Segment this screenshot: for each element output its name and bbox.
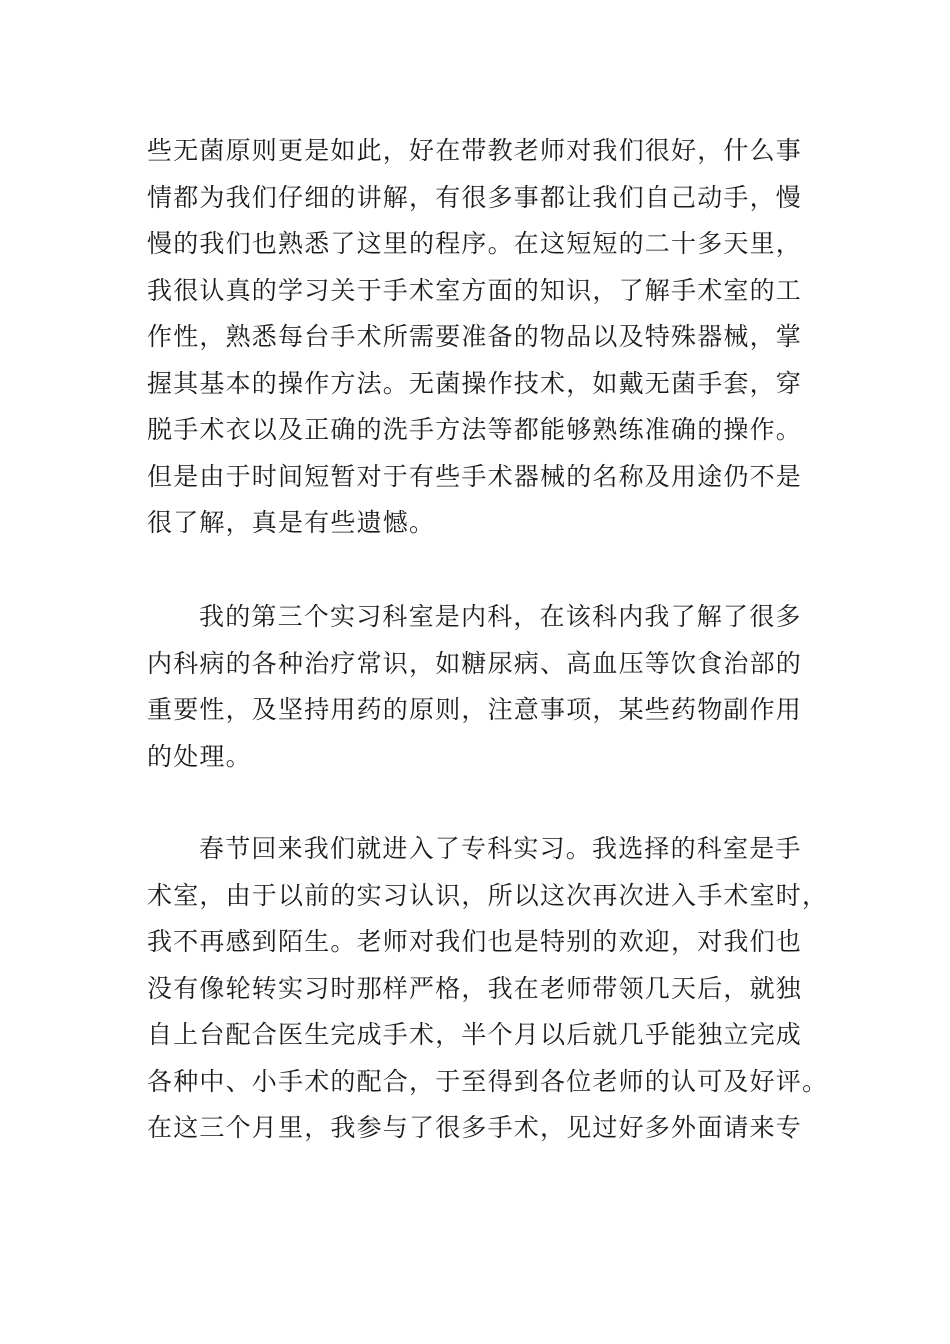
text-line: 自上台配合医生完成手术，半个月以后就几乎能独立完成	[147, 1020, 803, 1049]
text-line: 的处理。	[147, 741, 252, 771]
text-line: 重要性，及坚持用药的原则，注意事项，某些药物副作用	[147, 695, 803, 724]
text-line: 但是由于时间短暂对于有些手术器械的名称及用途仍不是	[147, 461, 803, 491]
paragraph-1	[147, 128, 807, 547]
text-line: 我不再感到陌生。老师对我们也是特别的欢迎，对我们也	[147, 927, 803, 956]
text-line: 春节回来我们就进入了专科实习。我选择的科室是手	[199, 834, 802, 863]
text-line: 各种中、小手术的配合，于至得到各位老师的认可及好评。	[147, 1066, 829, 1096]
text-line: 没有像轮转实习时那样严格，我在老师带领几天后，就独	[147, 973, 803, 1003]
text-line: 内科病的各种治疗常识，如糖尿病、高血压等饮食治部的	[147, 648, 803, 678]
text-line: 作性，熟悉每台手术所需要准备的物品以及特殊器械，掌	[147, 322, 803, 351]
text-line: 些无菌原则更是如此，好在带教老师对我们很好，什么事	[147, 136, 803, 165]
text-line: 我的第三个实习科室是内科，在该科内我了解了很多	[199, 602, 802, 631]
text-line: 情都为我们仔细的讲解，有很多事都让我们自己动手，慢	[147, 182, 803, 212]
text-line: 我很认真的学习关于手术室方面的知识，了解手术室的工	[147, 275, 803, 305]
text-line: 很了解，真是有些遗憾。	[147, 508, 436, 537]
text-line: 在这三个月里，我参与了很多手术，见过好多外面请来专	[147, 1113, 803, 1142]
paragraph-2	[147, 594, 807, 780]
text-line: 术室，由于以前的实习认识，所以这次再次进入手术室时，	[147, 880, 829, 910]
paragraph-3	[147, 826, 829, 1152]
text-line: 脱手术衣以及正确的洗手方法等都能够熟练准确的操作。	[147, 415, 803, 444]
text-line: 握其基本的操作方法。无菌操作技术，如戴无菌手套，穿	[147, 368, 803, 398]
text-line: 慢的我们也熟悉了这里的程序。在这短短的二十多天里，	[147, 229, 803, 258]
